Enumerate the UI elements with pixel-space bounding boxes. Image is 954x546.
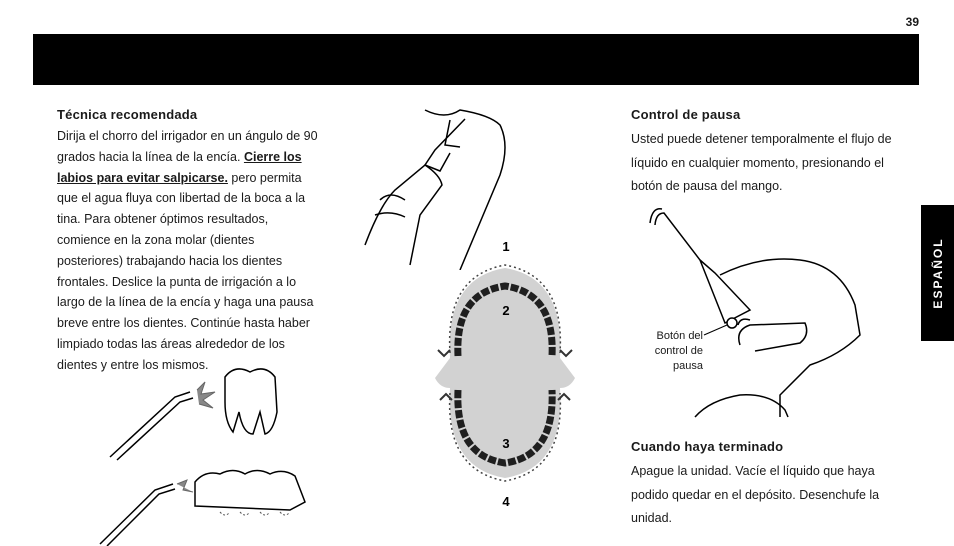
finished-text: Apague la unidad. Vacíe el líquido que haya podido quedar en el depósito. Desenchufe la unidad. — [631, 464, 880, 525]
language-tab-label: ESPAÑOL — [930, 237, 945, 309]
arch-label-2: 2 — [502, 303, 510, 318]
technique-text — [57, 126, 322, 376]
tooth-irrigation-illustration — [105, 362, 305, 462]
technique-text-after: pero permita que el agua fluya con libertad de la boca a la tina. Para obtener óptimos resultados, comience en la zona molar (dientes posteriores) trabajando hacia los dientes frontales. Deslice la punta de irrigación a lo largo de la línea de la encía y haga una pausa breve entre los dientes. Continúe hasta haber limpiado todas las áreas alrededor de los dientes y entre los mismos. — [57, 170, 314, 372]
gumline-irrigation-illustration — [95, 462, 310, 546]
technique-text-emphasis: Cierre los labios para evitar salpicarse. — [57, 149, 302, 185]
dental-arch-diagram — [430, 238, 580, 508]
language-tab — [921, 205, 954, 341]
finished-heading: Cuando haya terminado — [631, 439, 784, 454]
pause-text: Usted puede detener temporalmente el flujo de líquido en cualquier momento, presionando el botón de pausa del mango. — [631, 132, 892, 193]
arch-label-3: 3 — [502, 436, 510, 451]
arch-label-1: 1 — [502, 239, 510, 254]
technique-heading: Técnica recomendada — [57, 107, 198, 122]
pause-button-callout: Botón del control de pausa — [654, 330, 703, 372]
header-band — [33, 34, 919, 85]
technique-text-before: Dirija el chorro del irrigador en un ángulo de 90 grados hacia la línea de la encía. — [57, 129, 318, 164]
handle-pause-illustration — [640, 205, 865, 418]
pause-heading: Control de pausa — [631, 107, 741, 122]
page-number: 39 — [905, 15, 919, 29]
arch-label-4: 4 — [502, 494, 510, 508]
